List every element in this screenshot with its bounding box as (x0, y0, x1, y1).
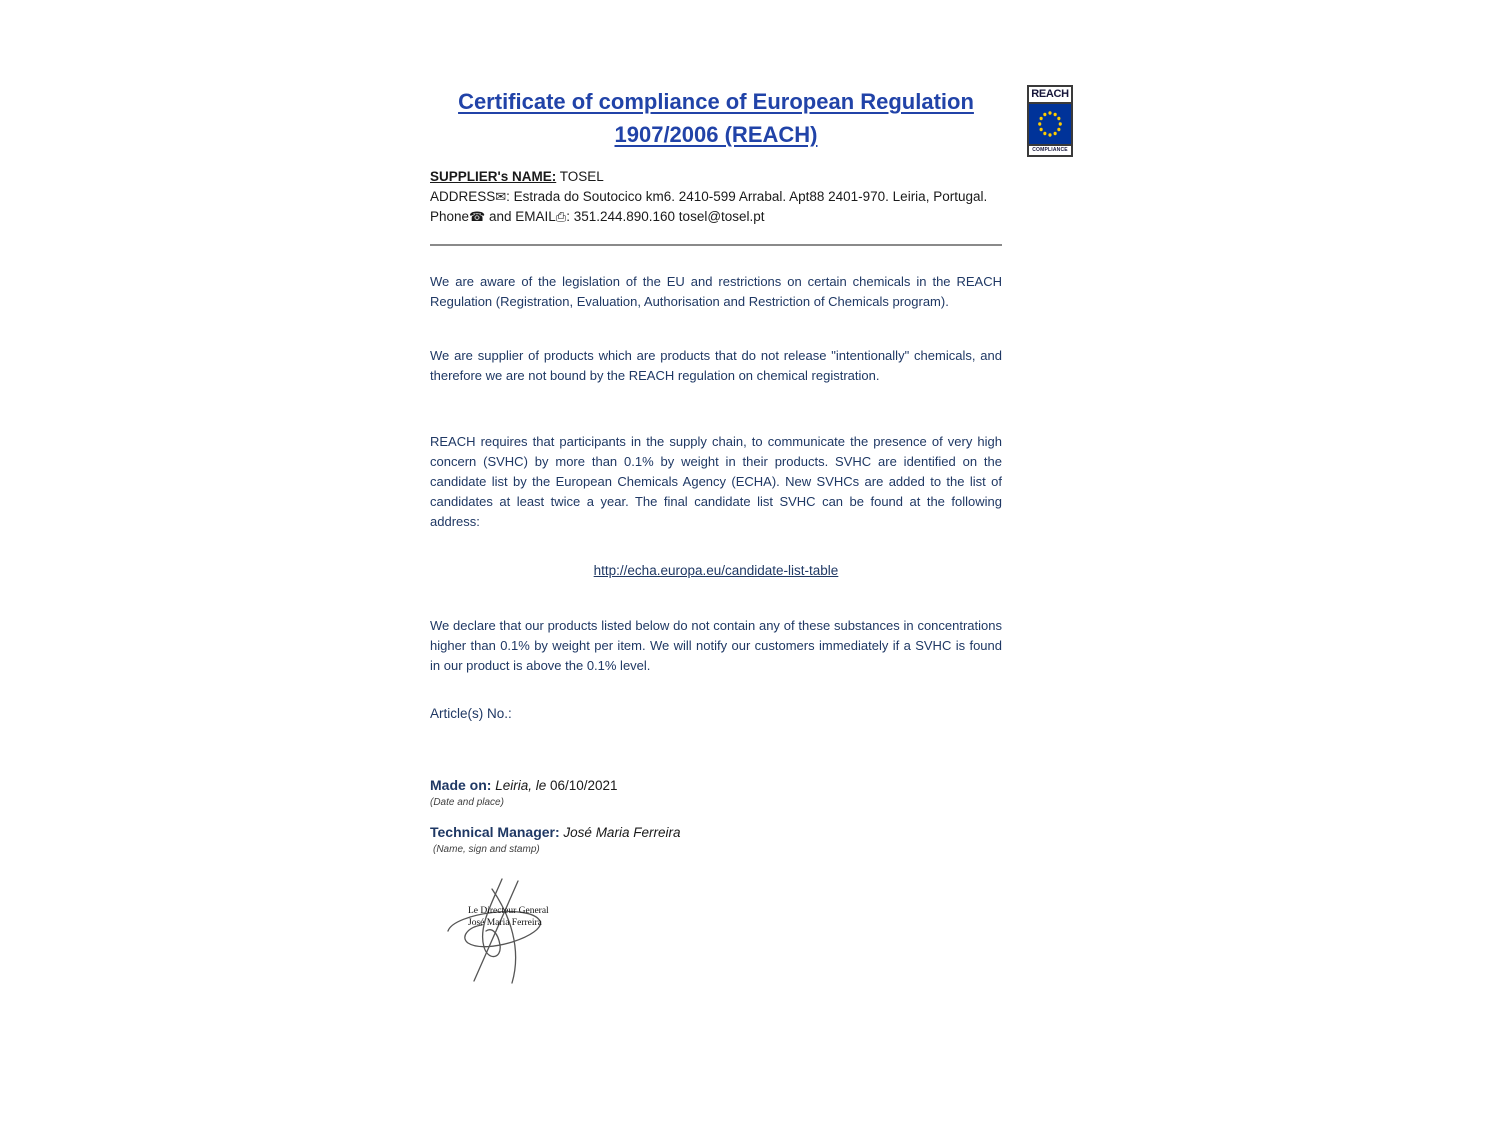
eu-flag-icon (1029, 104, 1071, 144)
certificate-title-line1: Certificate of compliance of European Regulation (458, 89, 974, 114)
certificate-title (430, 85, 1002, 151)
supplier-name-value: TOSEL (556, 169, 604, 184)
supplier-contact-line (430, 207, 1002, 227)
technical-manager-caption: (Name, sign and stamp) (433, 844, 540, 855)
technical-manager-name: José Maria Ferreira (559, 825, 681, 840)
signature-stamp-text (468, 905, 549, 929)
article-number-label: Article(s) No.: (430, 706, 512, 721)
reach-logo-compliance-text: COMPLIANCE (1029, 144, 1071, 155)
made-on-caption: (Date and place) (430, 797, 504, 808)
contact-value: : 351.244.890.160 tosel@tosel.pt (566, 209, 765, 224)
phone-label: Phone (430, 209, 470, 224)
technical-manager-block (430, 824, 1002, 855)
reach-logo-text: REACH (1029, 87, 1071, 104)
signature-name: José Maria Ferreira (468, 918, 542, 928)
made-on-line (430, 777, 1002, 795)
supplier-name-line (430, 167, 1002, 187)
supplier-address-line (430, 187, 1002, 207)
email-label: and EMAIL (485, 209, 556, 224)
paragraph-eu-awareness: We are aware of the legislation of the EU and restrictions on certain chemicals in the REACH Regulation (Registration, Evaluation, Authorisation and Restriction of Chemicals program). (430, 274, 1002, 309)
certificate-title-line2: 1907/2006 (REACH) (614, 122, 818, 147)
envelope-icon: ✉ (495, 189, 507, 204)
made-on-place: Leiria, le (491, 778, 547, 793)
supplier-name-label: SUPPLIER's NAME: (430, 169, 557, 184)
paragraph-declaration: We declare that our products listed below do not contain any of these substances in concentrations higher than 0.1% by weight per item. We will notify our customers immediately if a SVHC is found in our product is above the 0.1% level. (430, 618, 1002, 673)
header-divider (430, 244, 1002, 246)
reach-compliance-logo (1027, 85, 1073, 157)
paragraph-reach-svhc: REACH requires that participants in the supply chain, to communicate the presence of very high concern (SVHC) by more than 0.1% by weight in their products. SVHC are identified on the candidate list by the European Chemicals Agency (ECHA). New SVHCs are added to the list of candidates at least twice a year. The final candidate list SVHC can be found at the following address: (430, 434, 1002, 529)
made-on-block (430, 777, 1002, 808)
technical-manager-label: Technical Manager: (430, 824, 560, 840)
phone-icon: ☎ (469, 209, 486, 224)
made-on-date: 06/10/2021 (546, 778, 618, 793)
address-value: : Estrada do Soutocico km6. 2410-599 Arrabal. Apt88 2401-970. Leiria, Portugal. (506, 189, 988, 204)
certificate-body (430, 85, 1002, 987)
signature-title: Le Directeur General (468, 906, 549, 916)
address-label: ADDRESS (430, 189, 496, 204)
signature-scribble-icon (434, 875, 584, 985)
paragraph-supplier-status: We are supplier of products which are products that do not release "intentionally" chemicals, and therefore we are not bound by the REACH regulation on chemical registration. (430, 348, 1002, 383)
candidate-list-link-wrap (430, 562, 1002, 580)
signature-block (434, 875, 584, 987)
supplier-info (430, 167, 1002, 227)
made-on-label: Made on: (430, 777, 492, 793)
candidate-list-link[interactable]: http://echa.europa.eu/candidate-list-table (593, 563, 839, 578)
technical-manager-line (430, 824, 1002, 842)
fax-icon: ⎙ (555, 209, 567, 224)
